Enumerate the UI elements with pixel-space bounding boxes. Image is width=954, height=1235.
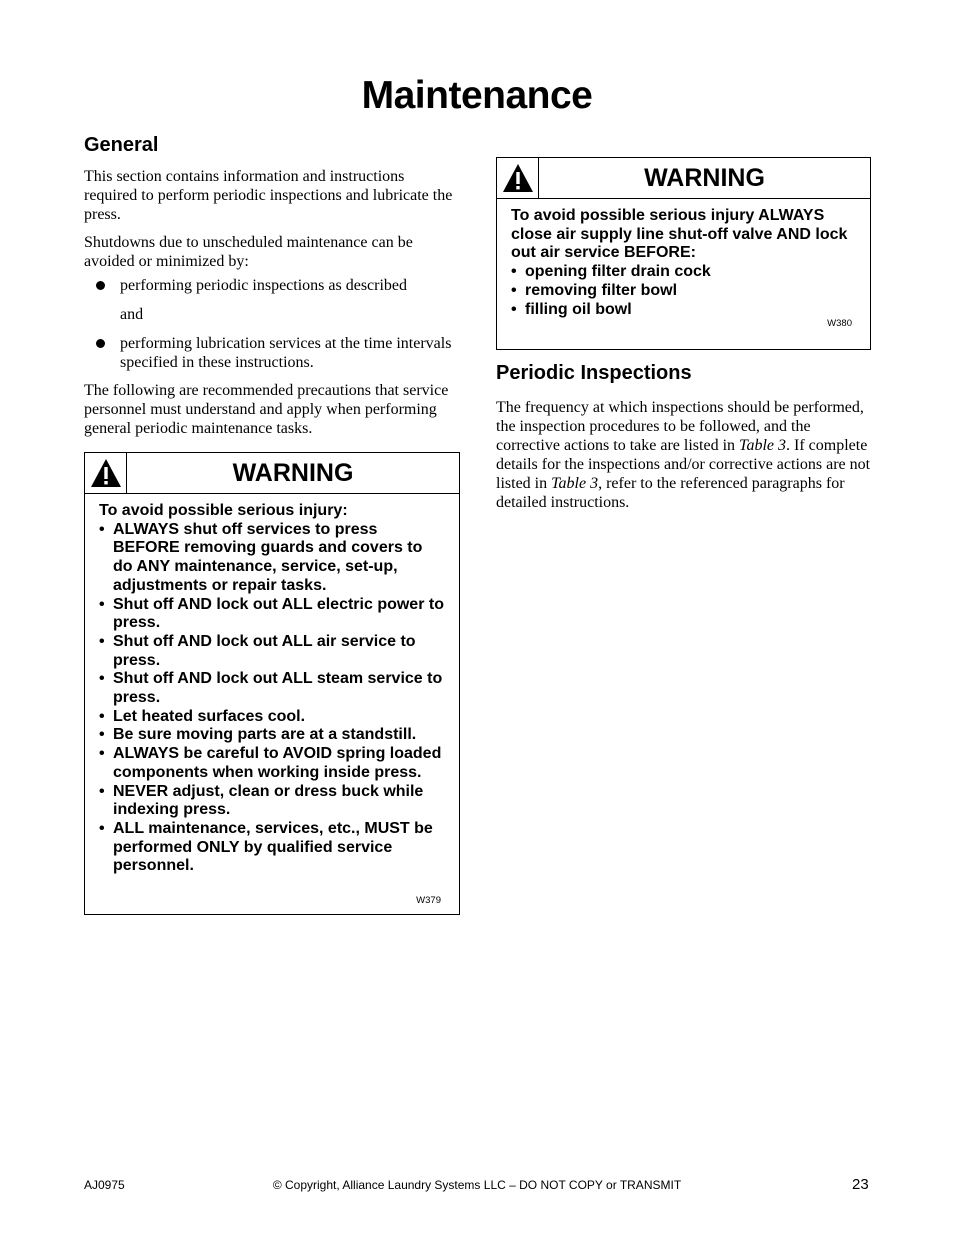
warning-list-item: • removing filter bowl [511,281,678,299]
warning-code: W379 [416,895,441,906]
bullet-icon [96,281,105,290]
bullet-icon: • [511,281,517,299]
bullet-icon: • [99,595,105,613]
warning-icon-cell [497,158,539,198]
bullet-icon: • [511,263,517,281]
periodic-inspections-heading: Periodic Inspections [496,362,692,384]
footer-doc-code: AJ0975 [84,1178,125,1192]
bullet-icon: • [99,819,105,837]
warning-list-item: • ALWAYS shut off services to press BEFORE removing guards and covers to do ANY maintenance, service, set-up, adjustments or repair tasks. [99,520,423,594]
warning-intro: To avoid possible serious injury: [99,502,348,519]
general-paragraph-2: Shutdowns due to unscheduled maintenance can be avoided or minimized by: [84,234,413,270]
warning-triangle-icon [502,163,534,193]
general-section [84,167,460,438]
warning-code: W380 [827,318,852,329]
warning-list-item: • ALL maintenance, services, etc., MUST be performed ONLY by qualified service personnel. [99,819,433,875]
table-3-reference[interactable]: Table 3 [551,475,599,492]
bullet-icon: • [99,745,105,763]
warning-list-item: • Be sure moving parts are at a standstill. [99,726,417,744]
bullet-icon: • [99,726,105,744]
footer-copyright: © Copyright, Alliance Laundry Systems LLC – DO NOT COPY or TRANSMIT [272,1178,682,1192]
bullet-icon: • [99,670,105,688]
general-bullet-list [84,276,460,295]
warning-list-item: • Let heated surfaces cool. [99,707,306,725]
list-item: performing lubrication services at the time intervals specified in these instructions. [84,334,460,372]
warning-body [85,494,459,876]
warning-body [497,199,870,319]
general-paragraph-3: The following are recommended precautions that service personnel must understand and apply when performing general periodic maintenance tasks. [84,382,449,437]
warning-box-w379 [84,452,460,915]
warning-list-item: • Shut off AND lock out ALL air service to press. [99,632,416,669]
footer-page-number: 23 [852,1176,869,1193]
warning-triangle-icon [90,458,122,488]
and-text: and [120,306,144,323]
warning-list-item: • NEVER adjust, clean or dress buck while indexing press. [99,782,424,819]
general-heading: General [84,134,159,156]
warning-header [85,453,459,494]
bullet-icon: • [99,520,105,538]
warning-list [511,263,856,319]
bullet-icon: • [99,782,105,800]
list-item: performing periodic inspections as described [84,276,460,295]
general-paragraph-1: This section contains information and instructions required to perform periodic inspections and lubricate the press. [84,168,453,223]
warning-box-w380 [496,157,871,350]
warning-list [99,521,445,876]
bullet-icon [96,339,105,348]
general-bullet-list-2 [84,334,460,372]
bullet-icon: • [511,300,517,318]
warning-list-item: • Shut off AND lock out ALL electric power to press. [99,595,444,632]
warning-intro: To avoid possible serious injury ALWAYS close air supply line shut-off valve AND lock out air service BEFORE: [511,207,848,262]
warning-header [497,158,870,199]
warning-list-item: • ALWAYS be careful to AVOID spring loaded components when working inside press. [99,745,442,781]
warning-list-item: • filling oil bowl [511,300,632,318]
page-title: Maintenance [361,74,593,117]
warning-list-item: • opening filter drain cock [511,263,711,281]
bullet-icon: • [99,632,105,650]
bullet-icon: • [99,707,105,725]
warning-list-item: • Shut off AND lock out ALL steam service to press. [99,670,443,707]
table-3-reference[interactable]: Table 3 [739,437,786,454]
warning-icon-cell [85,453,127,493]
periodic-inspections-paragraph: The frequency at which inspections should be performed, the inspection procedures to be followed, and the corrective actions to take are listed in Table 3. If complete details for the inspections and/or corrective actions are not listed in Table 3, refer to the referenced paragraphs for detailed instructions. [496,399,871,511]
warning-title: WARNING [644,163,765,192]
warning-title: WARNING [232,458,354,487]
